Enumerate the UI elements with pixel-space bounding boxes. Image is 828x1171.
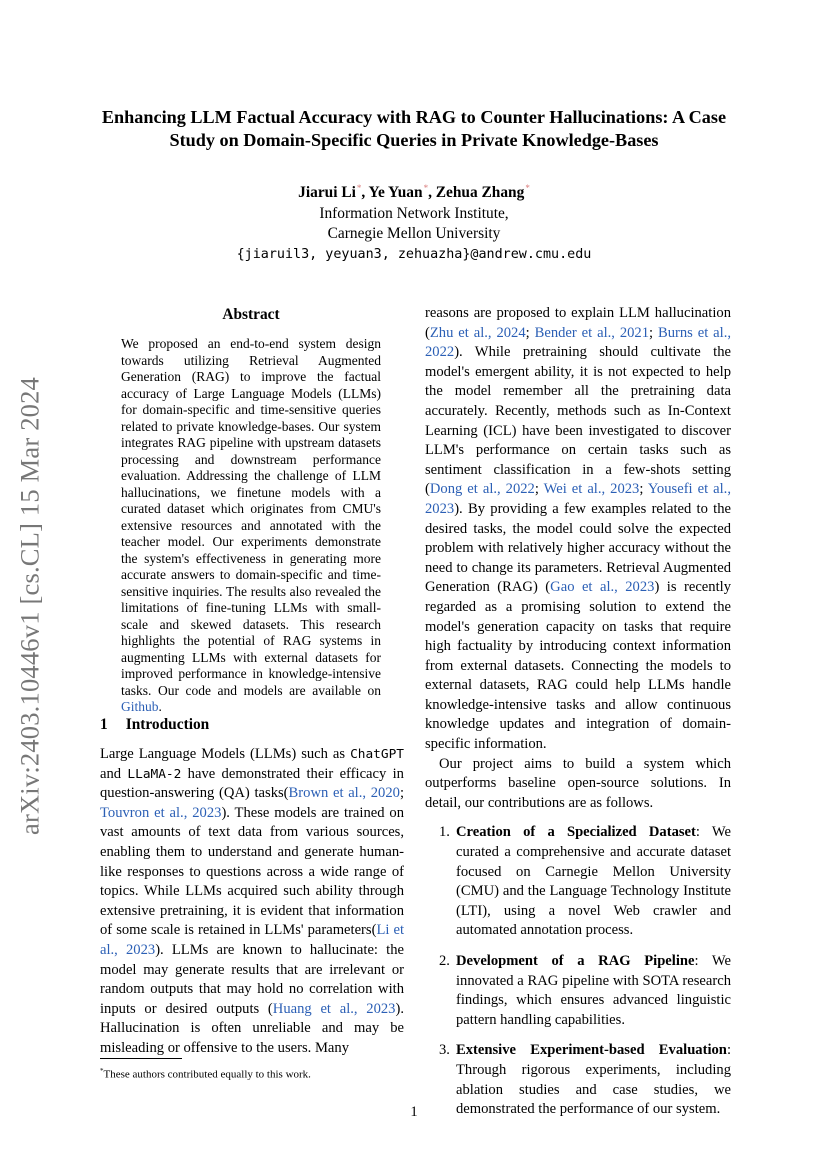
citation-link[interactable]: Zhu et al., 2024 xyxy=(429,324,526,341)
citation-link[interactable]: Wei et al., 2023 xyxy=(543,481,640,498)
footnote-rule xyxy=(100,1058,182,1059)
citation-link[interactable]: Touvron et al., 2023 xyxy=(100,804,222,821)
author-name: Zehua Zhang xyxy=(435,184,525,202)
abstract-heading: Abstract xyxy=(222,306,280,323)
author-block xyxy=(90,178,738,265)
model-name-llama2: LLaMA-2 xyxy=(127,766,182,782)
intro-paragraph-1-right: reasons are proposed to explain LLM hallucination (Zhu et al., 2024; Bender et al., 2021; Burns et al., 2022). While pretraining should cultivate the model's emergent ability, it is not expected to help the model remember all the pretraining data accurately. Recently, methods such as In-Context Learning (ICL) have been investigated to discover LLM's performance on certain tasks such as sentiment classification in a few-shots setting (Dong et al., 2022; Wei et al., 2023; Yousefi et al., 2023). By providing a few examples related to the desired tasks, the model could solve the expected problem with relatively higher accuracy without the need to change its parameters. Retrieval Augmented Generation (RAG) (Gao et al., 2023) is recently regarded as a promising solution to extend the model's generation capacity on tasks that require high factuality by introducing context information from external datasets. Connecting the models to external datasets, RAG could help LLMs handle knowledge-intensive tasks and allow continuous knowledge updates and integration of domain-specific information. Our project aims to build a system which outperforms baseline open-source solutions. In detail, our contributions are as follows. 1. Creation of a Specialized Dataset: We curated a comprehensive and accurate dataset focused on Carnegie Mellon University (CMU) and the Language Technology Institute (LTI), using a novel Web crawler and automated annotation process. 2. Development of a RAG Pipeline: We innovated a RAG pipeline with SOTA research findings, which ensures advanced linguistic pattern handling capabilities. 3. Extensive Experiment-based Evaluation: Through rigorous experiments, including ablation studies and case studies, we demonstrated the performance of our system. xyxy=(425,304,731,1131)
citation-link[interactable]: Dong et al., 2022 xyxy=(429,481,535,498)
citation-link[interactable]: Bender et al., 2021 xyxy=(534,324,650,341)
model-name-chatgpt: ChatGPT xyxy=(350,747,404,762)
citation-link[interactable]: Brown et al., 2020 xyxy=(288,785,400,802)
intro-paragraph-1-left: Large Language Models (LLMs) such as ChatGPT and LLaMA-2 have demonstrated their efficacy in question-answering (QA) tasks(Brown et al., 2020; Touvron et al., 2023). These models are trained on vast amounts of text data from various sources, enabling them to understand and generate human-like responses to questions across a wide range of topics. While LLMs acquired such ability through extensive pretraining, it is evident that information of some scale is retained in LLMs' parameters(Li et al., 2023). LLMs are known to hallucinate: the model may generate results that are irrelevant or random outputs that may hold no correlation with inputs or desired outputs (Huang et al., 2023). Hallucination is often unreliable and may be misleading or offensive to the users. Many xyxy=(100,746,405,1056)
equal-contribution-mark: * xyxy=(525,183,530,193)
citation-link[interactable]: Yousefi et al., 2023 xyxy=(425,481,731,517)
page-number: 1 xyxy=(410,1104,418,1120)
citation-link[interactable]: Li et al., 2023 xyxy=(100,922,405,958)
list-item: 1. Creation of a Specialized Dataset: We curated a comprehensive and accurate dataset focused on Carnegie Mellon University (CMU) and the Language Technology Institute (LTI), using a novel Web crawler and automated annotation process. xyxy=(439,824,731,939)
affiliation-university: Carnegie Mellon University xyxy=(327,225,501,243)
author-name: Ye Yuan xyxy=(368,184,423,202)
author-emails: {jiaruil3, yeyuan3, zehuazha}@andrew.cmu.edu xyxy=(236,246,592,262)
intro-paragraph-2: Our project aims to build a system which outperforms baseline open-source solutions. In detail, our contributions are as follows. xyxy=(425,755,731,811)
citation-link[interactable]: Burns et al., 2022 xyxy=(425,324,732,361)
contributions-list xyxy=(425,823,731,1119)
author-name: Jiarui Li xyxy=(298,184,356,202)
section-title: Introduction xyxy=(125,716,210,733)
footnote-mark: * xyxy=(100,1067,104,1075)
footnote: *These authors contributed equally to this work. xyxy=(100,1067,311,1081)
arxiv-stamp xyxy=(6,362,54,850)
github-link[interactable]: Github xyxy=(121,699,159,714)
author-names: Jiarui Li*, Ye Yuan*, Zehua Zhang* xyxy=(298,183,530,202)
section-number: 1 xyxy=(100,716,108,733)
equal-contribution-mark: * xyxy=(356,183,362,193)
abstract-body: We proposed an end-to-end system design towards utilizing Retrieval Augmented Generation (RAG) to improve the factual accuracy of Large Language Models (LLMs) for domain-specific and time-sensitive queries related to private knowledge-bases. Our system integrates RAG pipeline with upstream datasets processing and downstream performance evaluation. Addressing the challenge of LLM hallucinations, we finetune models with a curated dataset which originates from CMU's extensive resources and annotated with the teacher model. Our experiments demonstrate the system's effectiveness in generating more accurate answers to domain-specific and time-sensitive inquiries. The results also revealed the limitations of fine-tuning LLMs with small-scale and skewed datasets. This research highlights the potential of RAG systems in augmenting LLMs with external datasets for improved performance in knowledge-intensive tasks. Our code and models are available on Github. xyxy=(121,336,381,714)
paper-title: Enhancing LLM Factual Accuracy with RAG to Counter Hallucinations: A Case Study on Domain-Specific Queries in Private Knowledge-Bases xyxy=(101,107,727,150)
citation-link[interactable]: Huang et al., 2023 xyxy=(272,1000,396,1017)
equal-contribution-mark: * xyxy=(423,183,429,193)
section-heading-introduction xyxy=(100,716,209,734)
affiliation-institute: Information Network Institute, xyxy=(319,204,509,222)
citation-link[interactable]: Gao et al., 2023 xyxy=(550,579,655,596)
list-item: 2. Development of a RAG Pipeline: We innovated a RAG pipeline with SOTA research findings, which ensures advanced linguistic pattern handling capabilities. xyxy=(439,953,731,1028)
list-item: 3. Extensive Experiment-based Evaluation: Through rigorous experiments, including ablation studies and case studies, we demonstrated the performance of our system. xyxy=(439,1042,731,1118)
arxiv-identifier: arXiv:2403.10446v1 [cs.CL] 15 Mar 2024 xyxy=(14,376,45,836)
